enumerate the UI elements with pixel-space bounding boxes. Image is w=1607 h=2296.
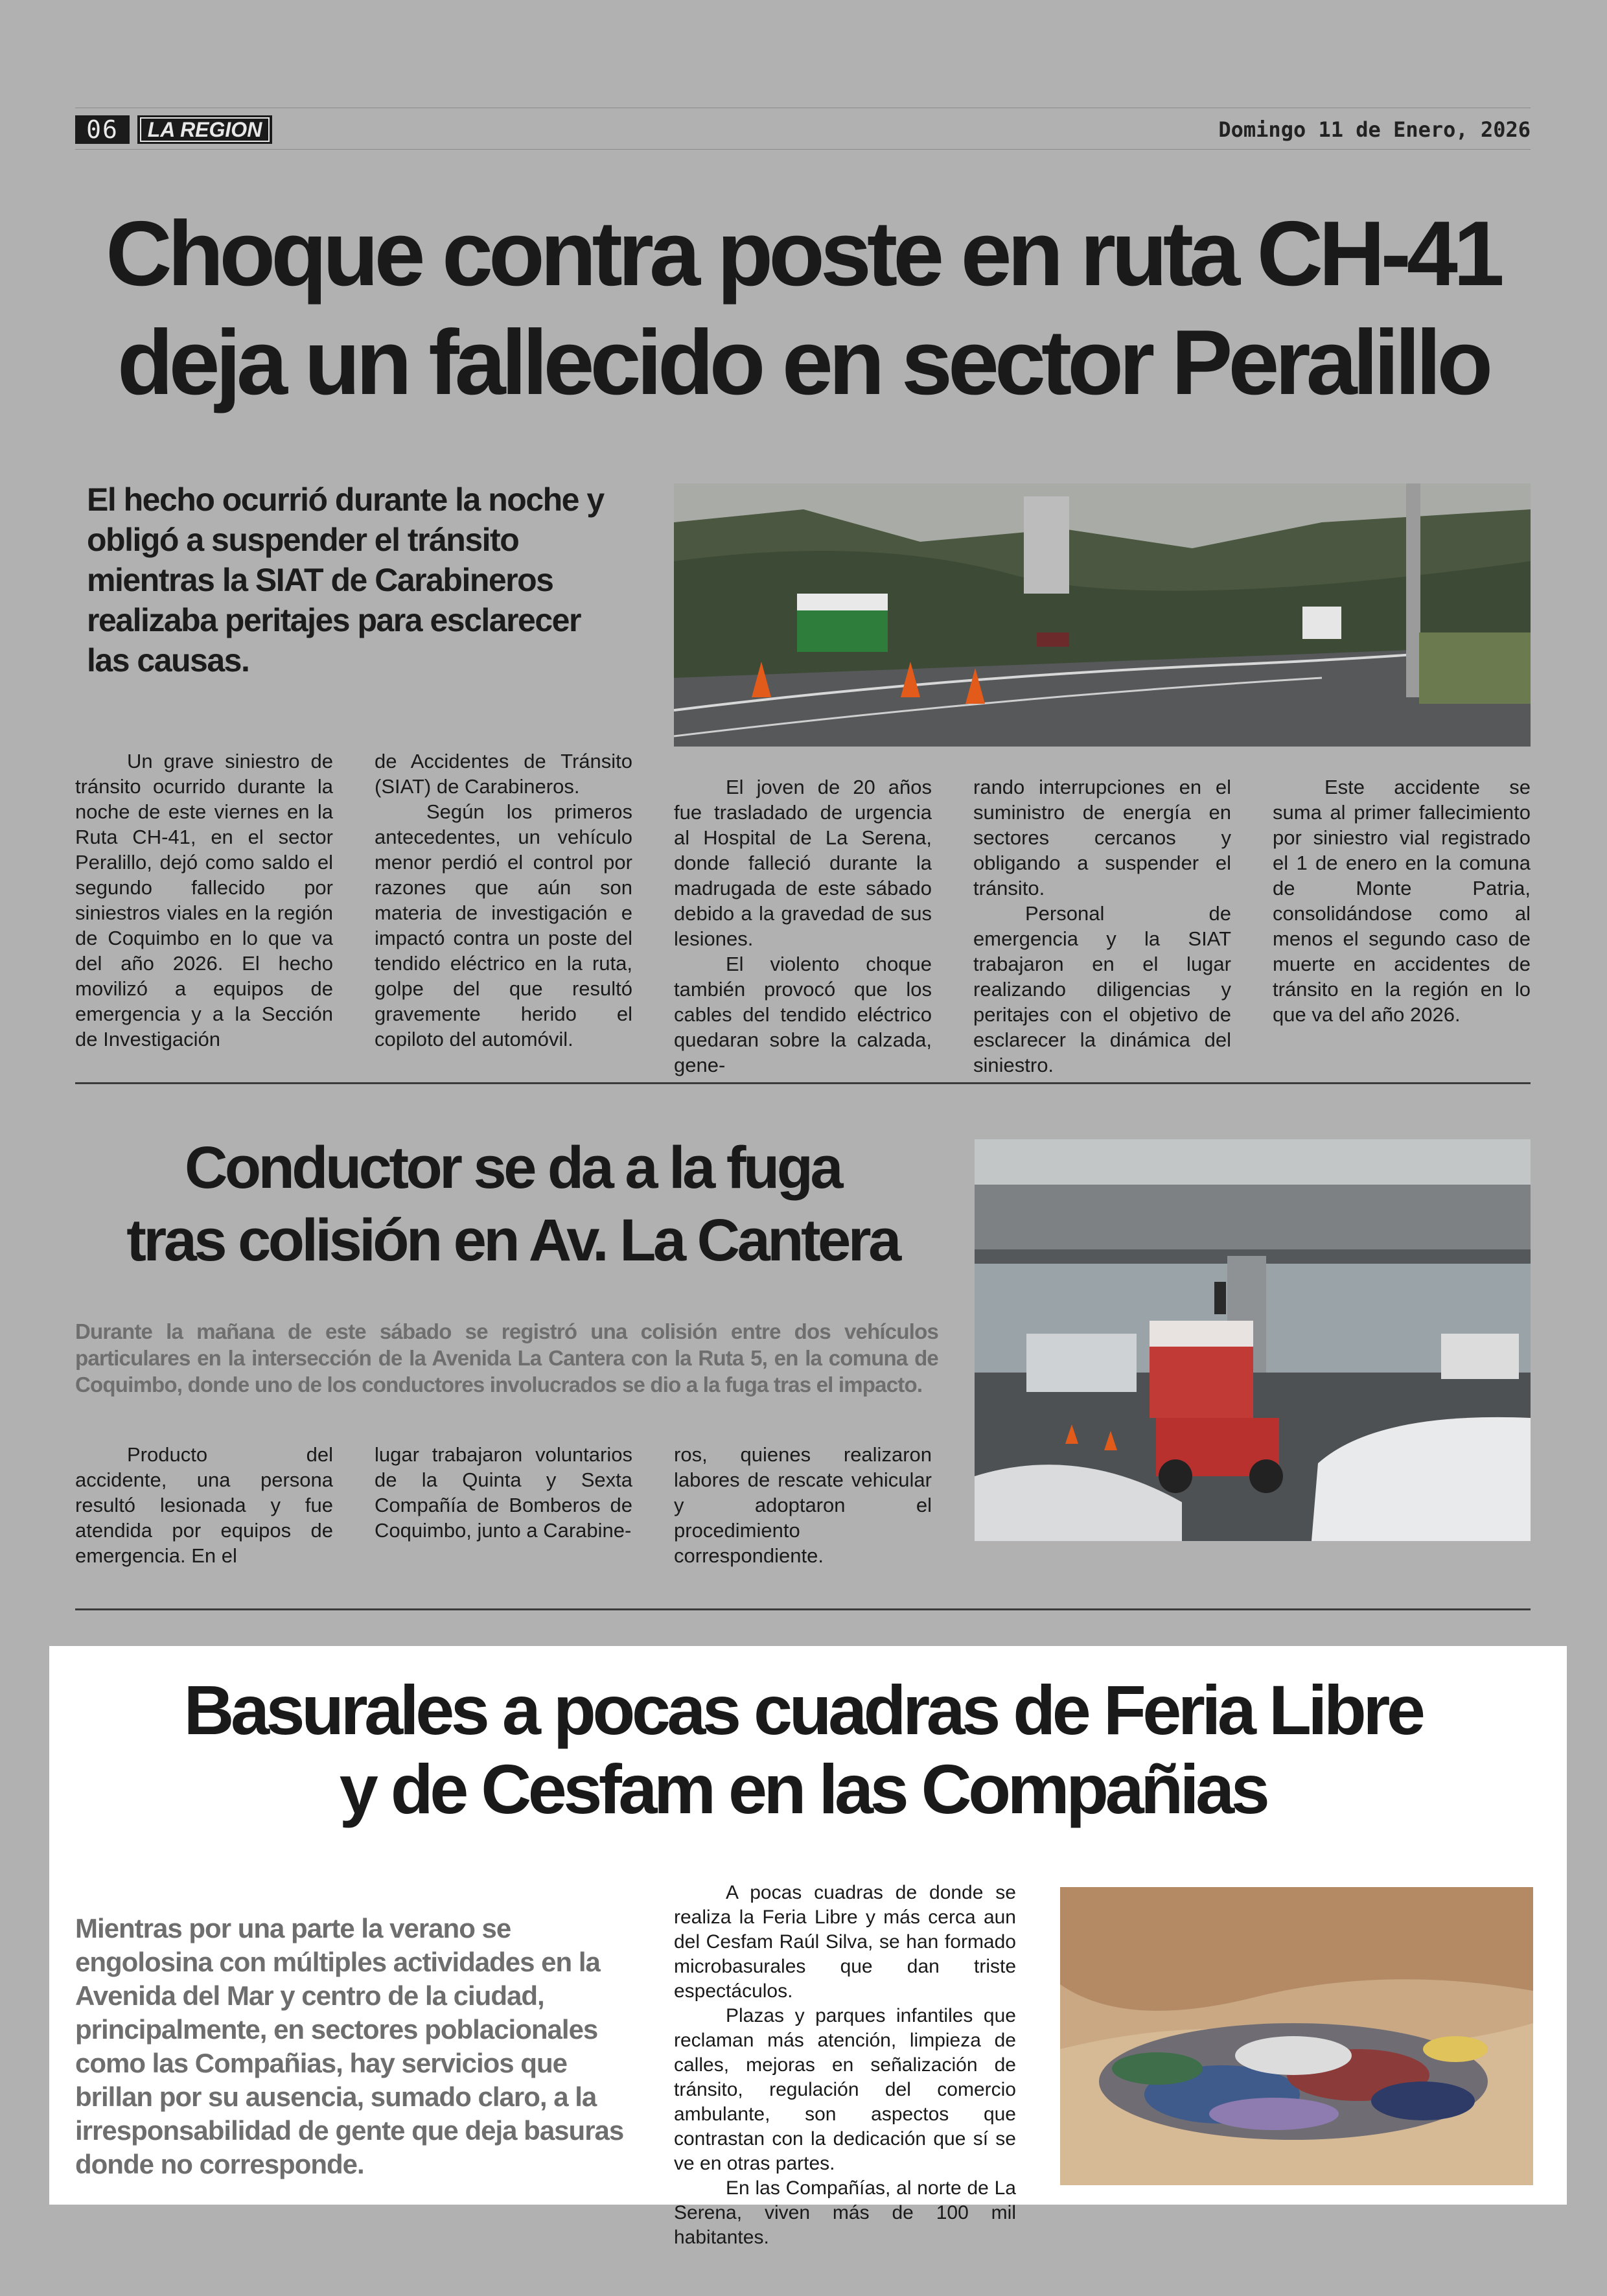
article3-lede: Mientras por una parte la verano se engolosina con múltiples actividades en la Avenida del Mar y centro de la ciudad, principalmente, en sectores poblacionales como las Compañias, hay servicios que brillan por su ausencia, sumado claro, a la irresponsabilidad de gente que deja basuras donde no corresponde. (75, 1913, 624, 2179)
article2-col2-para1: lugar trabajaron voluntarios de la Quinta y Sexta Compañía de Bomberos de Coquimbo, junto a Carabine- (375, 1443, 632, 1542)
article1-separator (75, 1082, 1531, 1084)
article3-photo-garbage-dump (1060, 1887, 1533, 2185)
article2-photo-collision (975, 1139, 1531, 1541)
article1-headline-line2: deja un fallecido en sector Peralillo (117, 311, 1489, 414)
article3-col-para1: A pocas cuadras de donde se realiza la Feria Libre y más cerca aun del Cesfam Raúl Silva, se han formado microbasurales que dan triste espectáculos. (674, 1882, 1016, 2002)
publication-name: LA REGION (140, 117, 270, 142)
article1-headline-line1: Choque contra poste en ruta CH-41 (106, 202, 1500, 305)
article1-col5-para1: Este accidente se suma al primer fallecimiento por siniestro vial registrado el 1 de enero en la comuna de Monte Patria, consolidándose como al menos el segundo caso de muerte en accidentes de tránsito en la región en lo que va del año 2026. (1273, 776, 1531, 1026)
article3-headline-line2: y de Cesfam en las Compañias (339, 1750, 1267, 1828)
article1-col4-para1: rando interrupciones en el suministro de energía en sectores cercanos y obligando a suspender el tránsito. (973, 776, 1231, 899)
article1-col4-para2: Personal de emergencia y la SIAT trabajaron en el lugar realizando diligencias y peritajes con el objetivo de esclarecer la dinámica del siniestro. (973, 902, 1231, 1076)
article3-column (674, 1881, 1016, 2250)
article1-column-1 (75, 748, 333, 1052)
article3-col-para3: En las Compañías, al norte de La Serena, viven más de 100 mil habitantes. (674, 2177, 1016, 2248)
article1-col1-para1: Un grave siniestro de tránsito ocurrido durante la noche de este viernes en la Ruta CH-41, en el sector Peralillo, dejó como saldo el segundo fallecido por siniestros viales en la región de Coquimbo en lo que va del año 2026. El hecho movilizó a equipos de emergencia y a la Sección de Investigación (75, 750, 333, 1050)
article1-column-5 (1273, 774, 1531, 1027)
article2-column-2 (375, 1442, 632, 1543)
article1-col3-para2: El violento choque también provocó que los cables del tendido eléctrico quedaran sobre la calzada, gene- (674, 953, 932, 1076)
article1-lede: El hecho ocurrió durante la noche y obligó a suspender el tránsito mientras la SIAT de Carabineros realizaba peritajes para esclarecer las causas. (87, 481, 604, 678)
article2-headline-line1: Conductor se da a la fuga (184, 1135, 841, 1201)
page-number: 06 (75, 115, 130, 144)
article1-photo-crash-scene (674, 483, 1531, 747)
article1-col3-para1: El joven de 20 años fue trasladado de urgencia al Hospital de La Serena, donde falleció durante la madrugada de este sábado debido a la gravedad de sus lesiones. (674, 776, 932, 950)
article1-col2-para1: de Accidentes de Tránsito (SIAT) de Carabineros. (375, 750, 632, 798)
article2-headline-line2: tras colisión en Av. La Cantera (126, 1207, 899, 1273)
article2-lede: Durante la mañana de este sábado se registró una colisión entre dos vehículos particulares en la intersección de la Avenida La Cantera con la Ruta 5, en la comuna de Coquimbo, donde uno de los conductores involucrados se dio a la fuga tras el impacto. (75, 1319, 938, 1397)
article1-column-2 (375, 748, 632, 1052)
article3-col-para2: Plazas y parques infantiles que reclaman más atención, limpieza de calles, mejoras en señalización de tránsito, regulación del comercio ambulante, son aspectos que contrastan con la dedicación que sí se ve en otras partes. (674, 2005, 1016, 2174)
article1-headline (75, 200, 1531, 417)
article1-col2-para2: Según los primeros antecedentes, un vehículo menor perdió el control por razones que aún son materia de investigación e impactó contra un poste del tendido eléctrico en la ruta, golpe del que resultó gravemente herido el copiloto del automóvil. (375, 800, 632, 1050)
article1-column-3 (674, 774, 932, 1078)
article2-separator (75, 1608, 1531, 1610)
article1-column-4 (973, 774, 1231, 1078)
header-bottom-rule (75, 149, 1531, 150)
article2-headline (75, 1131, 950, 1277)
article3-headline (75, 1671, 1531, 1829)
article2-column-3 (674, 1442, 932, 1568)
article2-col3-para1: ros, quienes realizaron labores de rescate vehicular y adoptaron el procedimiento correspondiente. (674, 1443, 932, 1567)
article3-headline-line1: Basurales a pocas cuadras de Feria Libre (183, 1671, 1422, 1749)
article2-column-1 (75, 1442, 333, 1568)
publication-masthead (137, 115, 272, 144)
issue-date: Domingo 11 de Enero, 2026 (1218, 117, 1531, 142)
article2-col1-para1: Producto del accidente, una persona resultó lesionada y fue atendida por equipos de emergencia. En el (75, 1443, 333, 1567)
